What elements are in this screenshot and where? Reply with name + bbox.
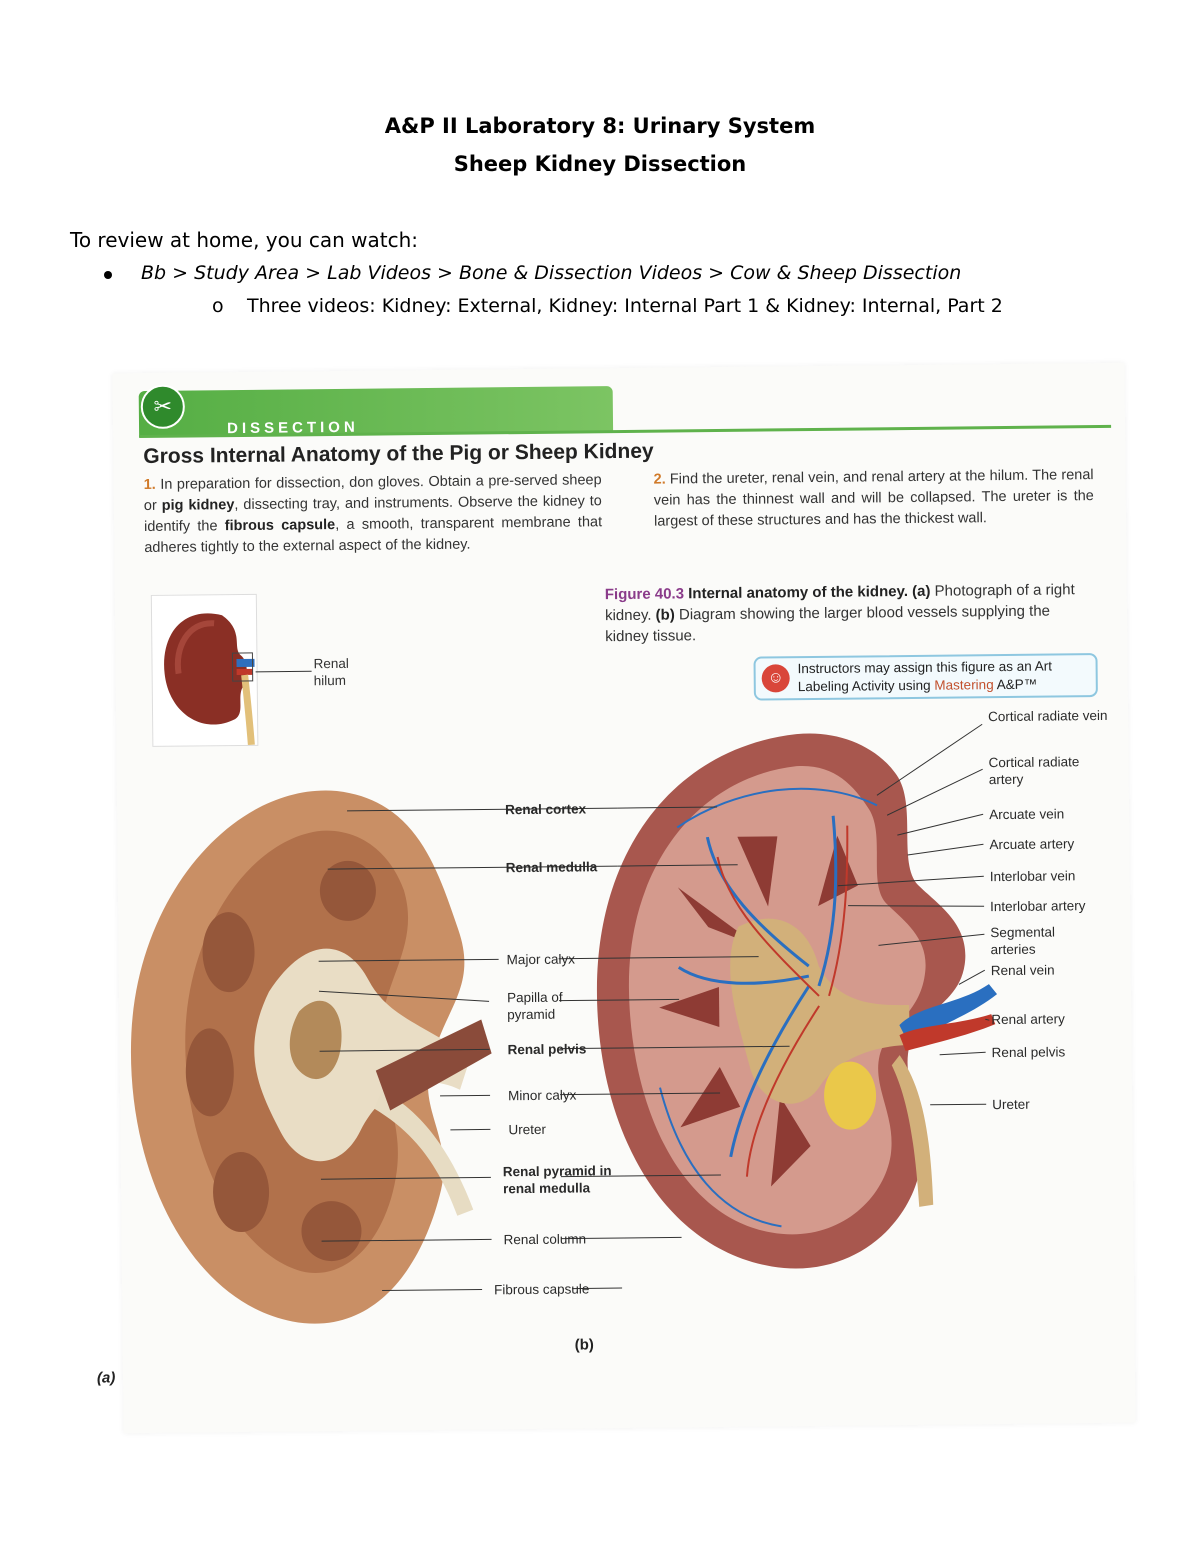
sub-bullet-marker: o (212, 295, 224, 317)
label-renal-pyramid: Renal pyramid in renal medulla (502, 1163, 612, 1197)
scissors-icon: ✂ (141, 385, 185, 429)
label-renal-cortex: Renal cortex (504, 801, 587, 818)
step-1-text-a: In preparation for dissection, don gloves. Obtain a pre-served sheep or (143, 472, 602, 515)
figure-number: Figure 40.3 (604, 585, 685, 604)
step-1-bold-a: pig kidney (161, 497, 235, 514)
label-renal-pelvis-right: Renal pelvis (991, 1044, 1066, 1061)
assign-line-2-pre: Labeling Activity using (797, 677, 935, 695)
label-segmental-arteries: Segmental arteries (990, 924, 1056, 958)
mastering-text: Mastering (934, 677, 994, 693)
label-ureter-center: Ureter (508, 1121, 547, 1138)
assign-line-2-post: A&P™ (993, 676, 1038, 693)
label-cortical-radiate-artery: Cortical radiate artery (988, 754, 1080, 788)
figure-part-b-text: Diagram showing the larger blood vessels supplying the kidney tissue. (605, 602, 1051, 646)
textbook-scan (96, 363, 1135, 1434)
label-fibrous-capsule: Fibrous capsule (494, 1281, 590, 1298)
label-minor-calyx: Minor calyx (507, 1087, 577, 1104)
label-renal-medulla: Renal medulla (505, 859, 598, 876)
part-b-label: (b) (574, 1336, 594, 1354)
figure-part-a-text: Photograph of a right kidney. (604, 581, 1075, 625)
document-title: A&P II Laboratory 8: Urinary System (384, 114, 816, 138)
step-1-text-c: , a smooth, transparent membrane that adheres tightly to the external aspect of the kidney. (144, 514, 603, 557)
kidney-photo (128, 789, 494, 1326)
part-a-label: (a) (96, 1369, 116, 1387)
label-renal-column: Renal column (503, 1231, 587, 1248)
label-renal-vein: Renal vein (990, 962, 1055, 979)
label-interlobar-vein: Interlobar vein (989, 868, 1076, 885)
bullet-path-text: Bb > Study Area > Lab Videos > Bone & Dissection Videos > Cow & Sheep Dissection (141, 262, 962, 284)
kidney-figure-art (112, 363, 1135, 1434)
label-major-calyx: Major calyx (506, 951, 575, 968)
figure-title: Internal anatomy of the kidney. (688, 583, 909, 603)
step-1-text-b: , dissecting tray, and instruments. Observe the kidney to identify the (144, 493, 602, 536)
document-subtitle: Sheep Kidney Dissection (453, 152, 747, 176)
activity-icon: ☺ (762, 664, 790, 692)
review-intro: To review at home, you can watch: (70, 228, 419, 252)
renal-hilum-label: Renal hilum (313, 655, 349, 689)
label-renal-pelvis-center: Renal pelvis (507, 1041, 587, 1058)
label-cortical-radiate-vein: Cortical radiate vein (988, 707, 1108, 725)
label-ureter-right: Ureter (992, 1096, 1030, 1113)
step-2-text: Find the ureter, renal vein, and renal artery at the hilum. The renal vein has the thinnest wall and will be collapsed. The ureter is the largest of these structures and has the thickest wall. (653, 467, 1094, 530)
step-2-number: 2. (653, 471, 666, 488)
banner-label: DISSECTION (226, 418, 359, 438)
bullet-dot-icon (104, 271, 112, 279)
figure-part-b-marker: (b) (655, 606, 675, 624)
section-title: Gross Internal Anatomy of the Pig or Sheep Kidney (143, 439, 654, 469)
label-arcuate-vein: Arcuate vein (989, 806, 1065, 823)
label-papilla-of-pyramid: Papilla of pyramid (506, 989, 563, 1023)
kidney-diagram (594, 732, 1000, 1271)
step-1-number: 1. (143, 476, 156, 494)
label-arcuate-artery: Arcuate artery (989, 836, 1075, 853)
sub-bullet-text: Three videos: Kidney: External, Kidney: Internal Part 1 & Kidney: Internal, Part 2 (247, 295, 1003, 317)
figure-part-a-marker: (a) (912, 582, 931, 600)
assign-line-1: Instructors may assign this figure as an Art (797, 658, 1053, 677)
label-interlobar-artery: Interlobar artery (990, 898, 1086, 915)
label-renal-artery: Renal artery (991, 1011, 1065, 1028)
step-1-bold-b: fibrous capsule (224, 517, 336, 535)
